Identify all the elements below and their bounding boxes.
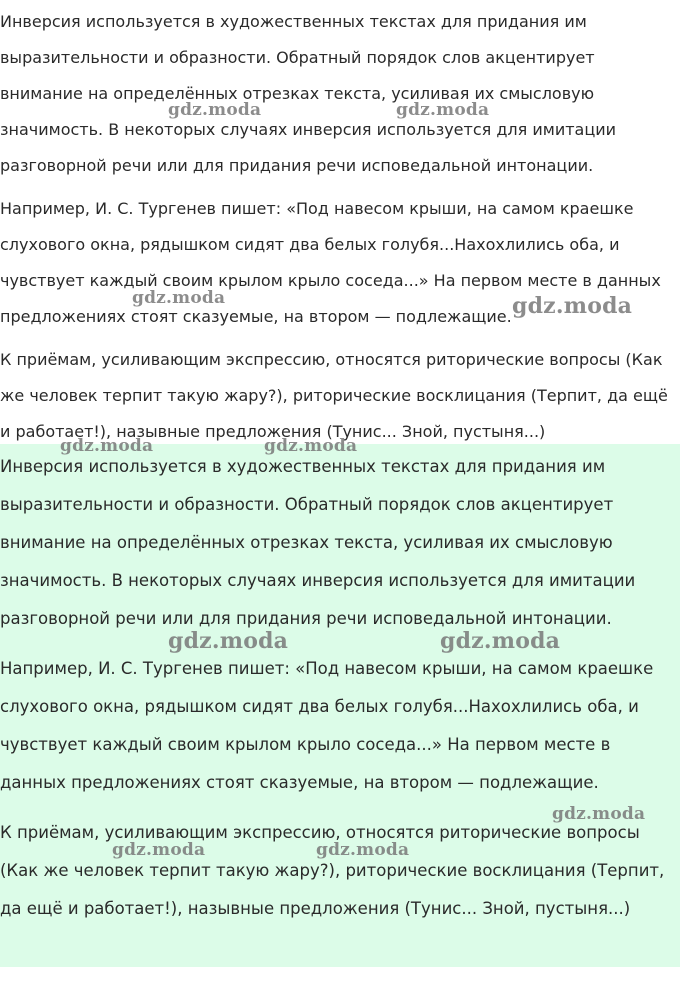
watermark: gdz.moda xyxy=(168,100,262,120)
watermark: gdz.moda xyxy=(396,100,490,120)
watermark: gdz.moda xyxy=(60,436,154,456)
watermark: gdz.moda xyxy=(132,288,226,308)
paragraph-expression-techniques: К приёмам, усиливающим экспрессию, относятся риторические вопросы (Как же человек терпит такую жару?), риторические восклицания (Терпит, да ещё и работает!), назывные предложения (Тунис... Зной, пустыня...) xyxy=(0,350,668,441)
watermark: gdz.moda xyxy=(264,436,358,456)
watermark: gdz.moda xyxy=(112,840,206,860)
paragraph-inversion: Инверсия используется в художественных текстах для придания им выразительности и образности. Обратный порядок слов акцентирует внимание на определённых отрезках текста, усиливая их смысловую значимость. В некоторых случаях инверсия используется для имитации разговорной речи или для придания речи исповедальной интонации. xyxy=(0,457,636,628)
highlighted-text-block xyxy=(0,444,680,967)
paragraph-turgenev-example: Например, И. С. Тургенев пишет: «Под навесом крыши, на самом краешке слухового окна, рядышком сидят два белых голубя...Нахохлились оба, и чувствует каждый своим крылом крыло соседа...» На первом месте в данных предложениях стоят сказуемые, на втором — подлежащие. xyxy=(0,199,661,326)
paragraph-expression-techniques: К приёмам, усиливающим экспрессию, относятся риторические вопросы (Как же человек терпит такую жару?), риторические восклицания (Терпит, да ещё и работает!), назывные предложения (Тунис... Зной, пустыня...) xyxy=(0,823,665,918)
paragraph-inversion: Инверсия используется в художественных текстах для придания им выразительности и образности. Обратный порядок слов акцентирует внимание на определённых отрезках текста, усиливая их смысловую значимость. В некоторых случаях инверсия используется для имитации разговорной речи или для придания речи исповедальной интонации. xyxy=(0,12,617,175)
watermark: gdz.moda xyxy=(440,628,561,654)
watermark: gdz.moda xyxy=(512,293,633,319)
paragraph-turgenev-example: Например, И. С. Тургенев пишет: «Под навесом крыши, на самом краешке слухового окна, рядышком сидят два белых голубя...Нахохлились оба, и чувствует каждый своим крылом крыло соседа...» На первом месте в данных предложениях стоят сказуемые, на втором — подлежащие. xyxy=(0,659,654,792)
plain-text-block xyxy=(0,0,680,444)
watermark: gdz.moda xyxy=(552,804,646,824)
watermark: gdz.moda xyxy=(168,628,289,654)
watermark: gdz.moda xyxy=(316,840,410,860)
